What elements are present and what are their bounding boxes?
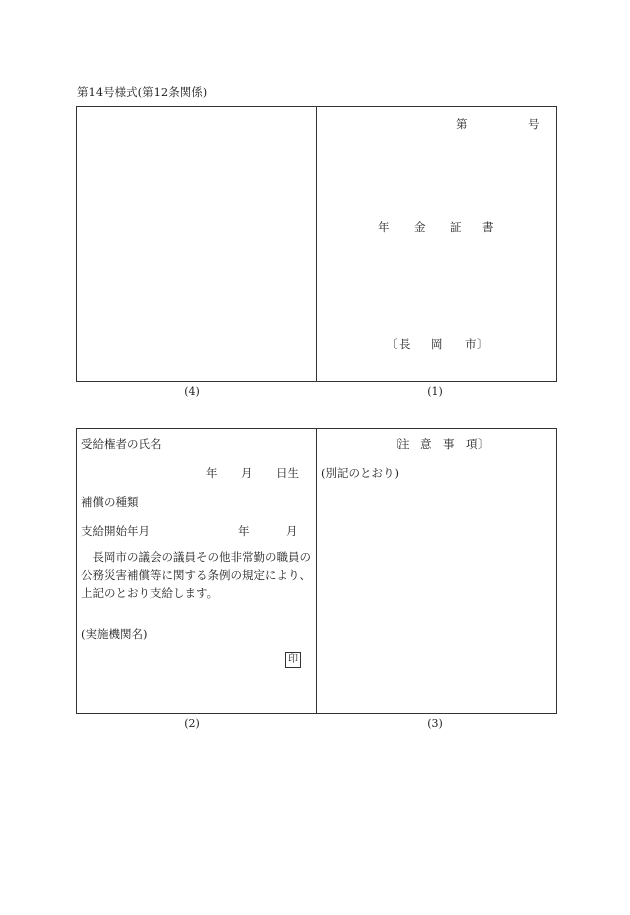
seal-mark: 印 (285, 652, 301, 668)
title-char: 年 (378, 220, 390, 234)
title-char: 証 (450, 220, 462, 234)
notes-body: (別記のとおり) (321, 466, 399, 480)
top-divider (316, 106, 317, 382)
panel-caption-3: (3) (427, 717, 443, 730)
notes-char: 項 (466, 437, 478, 451)
notes-char: 事 (443, 437, 455, 451)
birth-year-label: 年 (206, 466, 218, 480)
birth-day-label: 日生 (276, 466, 299, 480)
issuer-bracket-open: 〔 (386, 337, 398, 351)
payment-statement: 長岡市の議会の議員その他非常勤の職員の公務災害補償等に関する条例の規定により、上記のとおり支給します。 (81, 550, 311, 600)
agency-name-label: (実施機関名) (81, 627, 148, 641)
payment-start-label: 支給開始年月 (81, 524, 150, 538)
issuer-char: 岡 (431, 337, 443, 351)
form-title: 第14号様式(第12条関係) (77, 85, 208, 99)
title-char: 金 (414, 220, 426, 234)
notes-char: 意 (420, 437, 432, 451)
birth-month-label: 月 (241, 466, 253, 480)
recipient-name-label: 受給権者の氏名 (81, 437, 162, 451)
panel-caption-4: (4) (184, 385, 200, 398)
title-char: 書 (482, 220, 494, 234)
number-go: 号 (528, 117, 540, 131)
panel-caption-1: (1) (427, 385, 443, 398)
issuer-char: 長 (399, 337, 411, 351)
notes-bracket-open: 〔 (389, 437, 401, 451)
bottom-divider (316, 428, 317, 714)
panel-caption-2: (2) (184, 717, 200, 730)
number-dai: 第 (456, 117, 468, 131)
issuer-char: 市 (465, 337, 477, 351)
notes-bracket-close: 〕 (478, 437, 490, 451)
notes-char: 注 (398, 437, 410, 451)
issuer-bracket-close: 〕 (477, 337, 489, 351)
start-month-label: 月 (286, 524, 298, 538)
compensation-type-label: 補償の種類 (81, 495, 139, 509)
start-year-label: 年 (238, 524, 250, 538)
